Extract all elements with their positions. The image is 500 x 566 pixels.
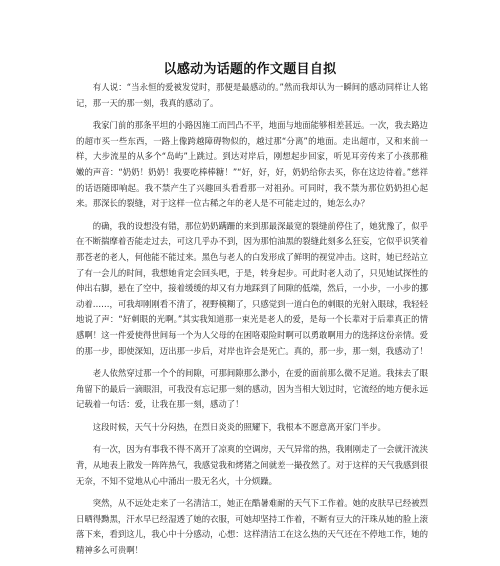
paragraph: 突然，从不远处走来了一名清洁工，她正在酷暑难耐的天气下工作着。她的皮肤早已经被烈日晒得黝黑，汗水早已经湿透了她的衣服，可她却坚持工作着，不断有豆大的汗珠从她的脸上滚落下来，看到这儿，我心中十分感动，心想：这样清洁工在这么热的天气还在不停地工作，她的精神多么可贵啊！: [76, 498, 428, 556]
paragraph: 有一次，因为有事我不得不离开了凉爽的空调房，天气异常的热，我刚刚走了一会就汗流浃背，从地表上散发一阵阵热气，我感觉我和烤猪之间就差一撮孜然了。对于这样的天气我感到很无奈，不知不觉地从心中涌出一股无名火，十分烦躁。: [76, 444, 428, 486]
paragraph: 老人依然穿过那一个个的间隙，可那间隙那么渺小，在爱的面前那么微不足道。我抹去了眼角留下的最后一滴眼泪，可我没有忘记那一刻的感动，因为当相大划过时，它流经的地方便永远记载着一句话：爱，让我在那一刻，感动了！: [76, 368, 428, 410]
paragraph: 我家门前的那条平坦的小路因施工而凹凸不平，地面与地面能够相差甚远。一次，我去路边的超市买一些东西，一路上像跨越障碍物似的，越过那“分离”的地面。走出超市，又和来前一样，大步流星的从多个“岛屿”上跳过。到达对岸后，刚想起步回家，听见耳旁传来了小孩那稚嫩的声音：“奶奶！奶奶！我要吃棒棒糖！”“好，好，好，奶奶给你去买，你在这边待着。”慈祥的话语随即响起。我不禁产生了兴趣回头看看那一对祖孙。可同时，我不禁为那位奶奶担心起来。那深长的裂缝，对于这样一位古稀之年的老人是不可能走过的，她怎么办？: [76, 120, 428, 209]
paragraph: 有人说：“当永恒的爱被发觉时，那便是最感动的。”然而我却认为一瞬间的感动同样让人铭记，那一天的那一刻，我真的感动了。: [76, 82, 428, 108]
paragraph: 的确，我的设想没有错，那位奶奶蹒跚的来到那最深最宽的裂缝前停住了，她犹豫了，似乎在不断揣摩着否能走过去，可这几乎办不到，因为那怕油黑的裂缝此刻多么狂妄，它似乎识笑着那苍老的老人，何他能不能过来。黑色与老人的白发形成了鲜明的视觉冲击。这时，她已经站立了有一会儿的时间，我想她肯定会回头吧，于是，转身起步。可此时老人动了，只见她试探性的伸出右脚，悬在了空中，接着缓缓的却又有力地踩到了间隙的低端，然后，一小步，一小步的挪动着……，可我却刚刚看不清了，视野模糊了，只感觉到一道白色的刺眼的光射入眼球，我轻轻地说了声：“好刺眼的光啊。”其实我知道那一束光是老人的爱，是每一个长辈对于后辈真正的情感啊！这一件爱使得世间每一个为人父母的在困咯艰险时啊可以勇敢啊用力的选择这份亲情。爱的那一步，即使深知，迈出那一步后，对岸也许会是死亡。真的，那一步，那一刻，我感动了！: [76, 220, 428, 356]
document-body: [76, 80, 428, 566]
document-title: 以感动为话题的作文题目自拟: [163, 62, 337, 77]
paragraph: 这段时候，天气十分闷热，在烈日炎炎的照耀下，我根本不愿意离开家门半步。: [92, 421, 386, 432]
